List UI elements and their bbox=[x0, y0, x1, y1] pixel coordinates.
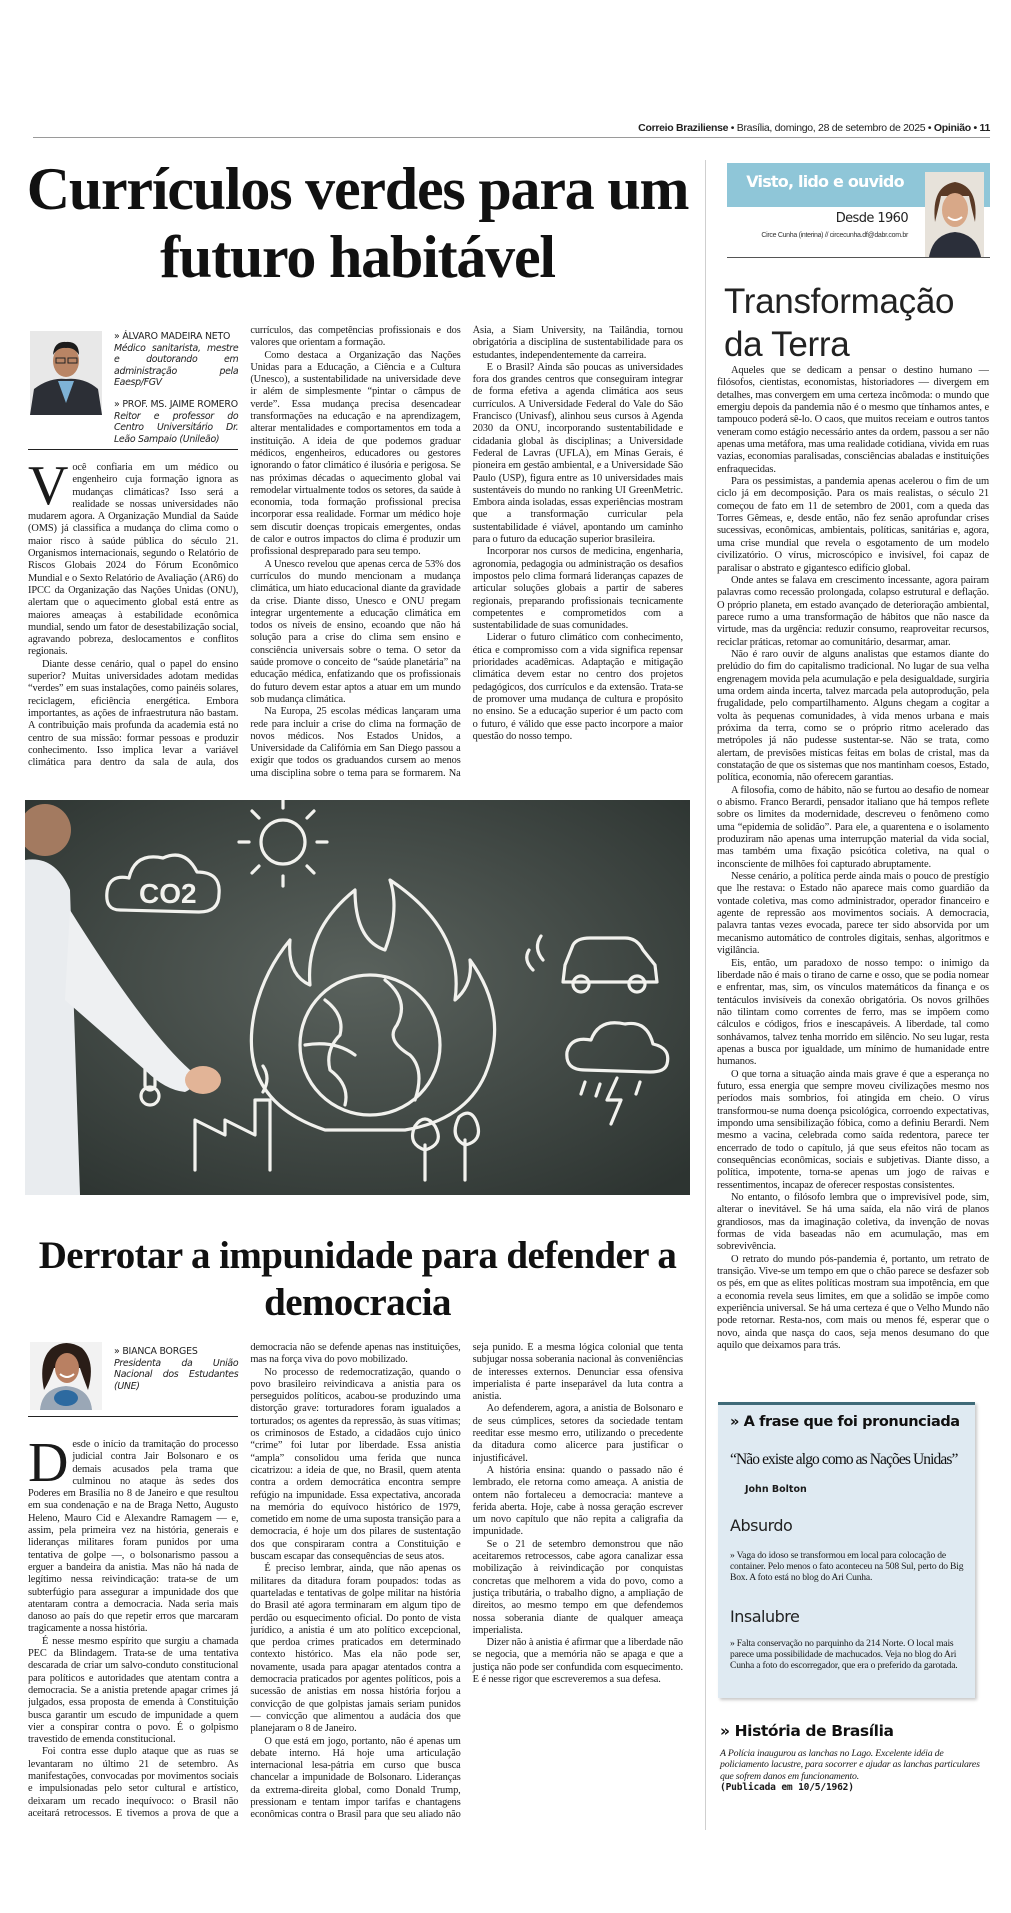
paragraph: Dizer não à anistia é afirmar que a liberdade não se negocia, que a memória não se apaga e que a justiça não pode ser confundida com esquecimento. E é nesse rigor que escreveremos a sua defesa. bbox=[472, 1637, 683, 1686]
paragraph: Não é raro ouvir de alguns analistas que estamos diante do prelúdio do fim do capitalismo tradicional. No lugar de sua velha engrenagem movida pela acumulação e pela desigualdade, surgiria uma ordem ainda incerta, talvez marcada pela autoprodução, pela frugalidade, pelo compartilhamento. Alguns chegam a cogitar a volta às pequenas comunidades, à vida menos urbana e mais próxima da terra, como se o próprio ritmo acelerado das metrópoles já não pudesse sustentar-se. Não se trata, como alertam, de previsões místicas feitas em bolas de cristal, mas da constatação de que os sistemas que nos mantinham coesos, Estado, política, economia, não oferecem garantias. bbox=[717, 648, 989, 784]
paragraph: O que está em jogo, portanto, não é apenas um debate interno. Há hoje uma articulação internacional lesa-pátria em curso que busca chancelar a impunidade de Bolsonaro. Lideranças da extrema-direita global, como Donald Trump, pressionam e tentam impor tarifas e chantagens econômicas contra o Brasil para que seu aliado não seja punido. É a mesma lógica colonial que tenta subjugar nossa soberania nacional às conveniências de interesses externos. Denunciar essa ofensiva imperialista é parte inseparável da luta contra a anistia. bbox=[250, 1342, 683, 1821]
paragraph: Onde antes se falava em crescimento incessante, agora pairam palavras como recessão prolongada, colapso estrutural e deflação. O próprio planeta, em estado avançado de deterioração ambiental, parece rumo a uma transformação de hábitos que não nasce da virtude, mas da urgência: reduzir consumo, reaproveitar recursos, reciclar práticas, retomar ao comunitário, desarmar, amar. bbox=[717, 574, 989, 648]
paragraph: A Unesco revelou que apenas cerca de 53% dos currículos do mundo mencionam a mudança climática, um hiato educacional diante da gravidade da crise. Diante disso, Unesco e ONU pregam integrar urgentemente a educação climática em todos os níveis de ensino, ecoando que não há solução para a crise do clima sem ensino e consciência universais sobre o tema. O setor da saúde promove o conceito de “saúde planetária” na educação médica, enfatizando que os profissionais do futuro devem estar aptos a atuar em um mundo sob mudança climática. bbox=[250, 558, 461, 705]
author-photo bbox=[30, 331, 102, 415]
paragraph: Nesse cenário, a política perde ainda mais o pouco de prestígio que lhe restava: o Estado não aparece mais como guardião da vontade coletiva, mas como administrador, operador financeiro e agente de repressão aos movimentos sociais. A democracia, palavra tantas vezes evocada, parece ter sido absorvida por um mecanismo automático de controles digitais, senhas, algoritmos e vigilância. bbox=[717, 871, 989, 957]
author-role: Reitor e professor do Centro Universitário Dr. Leão Sampaio (Unileão) bbox=[114, 410, 239, 445]
co2-label: CO2 bbox=[139, 878, 197, 909]
paragraph: Para os pessimistas, a pandemia apenas acelerou o fim de um ciclo já em decomposição. Para os mais realistas, o século 21 começou de fato em 11 de setembro de 2001, com a queda das Torres Gêmeas, e, desde então, não fez senão aprofundar crises sucessivas, econômicas, ambientais, políticas, sanitárias e, agora, uma crise mundial que revela o esgotamento de um modelo civilizatório. O vírus, microscópico e invisível, foi capaz de paralisar o abstrato e gigantesco edifício global. bbox=[717, 476, 989, 574]
history-published-date: (Publicada em 10/5/1962) bbox=[720, 1782, 854, 1794]
paragraph: Desde o início da tramitação do processo judicial contra Jair Bolsonaro e os demais acusados pela trama que culminou no ataque às sedes dos Poderes em Brasília no 8 de Janeiro e que resultou em sua condenação e na de Braga Netto, Augusto Heleno, Mauro Cid e Alexandre Ramagem — e, assim, pela primeira vez na história, generais e lideranças militares foram punidos por uma tentativa de golpe —, o bolsonarismo passou a erguer a bandeira da anistia. Mas não há nada de legítimo nessa reivindicação: trata-se de um subterfúgio para assegurar a impunidade dos que atentaram contra a democracia. Nada seria mais danoso ao país do que repetir erros que marcaram tragicamente a nossa história. bbox=[28, 1432, 239, 1635]
paragraph: Aqueles que se dedicam a pensar o destino humano — filósofos, cientistas, economistas, historiadores — divergem em detalhes, mas convergem em uma certeza incômoda: o mundo que emergiu depois da pandemia não é o mesmo que tínhamos antes, e tampouco poderá sê-lo. O caos, que muitos receiam e outros tantos veneram como estágio necessário antes da ordem, passou a ser não apenas uma metáfora, mas uma realidade cotidiana, vivida em ruas vazias, economias paralisadas, consciências abaladas e instituições enfraquecidas. bbox=[717, 365, 989, 475]
column-body bbox=[717, 365, 989, 1377]
column-title: Transformação da Terra bbox=[724, 282, 955, 364]
edition-date: • Brasília, domingo, 28 de setembro de 2025 • bbox=[728, 122, 934, 134]
section-name: Opinião bbox=[933, 122, 971, 134]
paragraph: O que torna a situação ainda mais grave é que a esperança no futuro, essa energia que sempre moveu civilizações mesmo nos períodos mais sombrios, foi atingida em cheio. O vírus transformou-se numa doença psicológica, corroendo expectativas, impondo uma sensibilização fóbica, como a definiu Berardi. Nem mesmo a vacina, celebrada como saída redentora, parece ter encerrado de todo o capítulo, já que seus efeitos não tocam as consequências econômicas, sociais e subjetivas. Diante disso, a política, impotente, torna-se apenas um jogo de raivas e ressentimentos, incapaz de oferecer respostas consistentes. bbox=[717, 1068, 989, 1191]
note-text: » Falta conservação no parquinho da 214 Norte. O local mais parece uma possibilidade de machucados. Veja no blog do Ari Cunha a foto do escorregador, que era o preferido da garotada. bbox=[730, 1638, 958, 1672]
column-rule bbox=[727, 257, 990, 258]
column-since: Desde 1960 bbox=[835, 211, 908, 226]
column-divider bbox=[705, 160, 706, 1830]
newspaper-name: Correio Braziliense bbox=[638, 122, 729, 134]
paragraph: Se o 21 de setembro demonstrou que não aceitaremos retrocessos, cabe agora canalizar essa mobilização à reivindicação por conquistas concretas que melhorem a vida do povo, como a justiça tributária, o trabalho digno, a ampliação de direitos, ao mesmo tempo em que defendemos nossa soberania diante de qualquer ameaça imperialista. bbox=[472, 1538, 683, 1636]
paragraph: A história ensina: quando o passado não é lembrado, ele retorna como ameaça. A anistia de ontem não fortaleceu a democracia: manteve a ferida aberta. Hoje, cabe à nossa geração escrever um novo capítulo que não repita a caligrafia da impunidade. bbox=[472, 1464, 683, 1538]
page-header bbox=[33, 122, 990, 134]
paragraph: E o Brasil? Ainda são poucas as universidades fora dos grandes centros que conseguiram integrar de forma efetiva a agenda climática aos seus currículos. A Universidade Federal do Vale do São Francisco (Univasf), alinhou seus cursos à Agenda 2030 da ONU, incorporando sustentabilidade e cidadania global às disciplinas; a Universidade Federal de Lavras (UFLA), em Minas Gerais, é pioneira em gestão ambiental, e a Universidade São Paulo (USP), figura entre as 10 universidades mais sustentáveis do mundo no ranking UI GreenMetric. Embora ainda isoladas, essas experiências mostram que a transformação curricular pela sustentabilidade é viável, apontando um caminho para o futuro da educação superior brasileira. bbox=[472, 361, 683, 546]
article-title: Derrotar a impunidade para defender a democracia bbox=[38, 1234, 677, 1324]
paragraph: Foi contra esse duplo ataque que as ruas se levantaram no último 21 de setembro. As manifestações, convocadas por movimentos sociais e impulsionadas pelo setor cultural e artístico, deixaram um recado inequívoco: o Brasil não aceitará retrocessos. E tivemos a prova de que a democracia não se defende apenas nas instituições, mas na força viva do povo mobilizado. bbox=[28, 1342, 461, 1819]
article-title: Currículos verdes para um futuro habitável bbox=[26, 156, 689, 290]
author-name: » BIANCA BORGES bbox=[114, 1346, 198, 1357]
paragraph: No processo de redemocratização, quando o povo brasileiro reivindicava a anistia para os perseguidos políticos, acabou-se produzindo uma distorção grave: torturadores foram igualados a torturados; os agentes da repressão, às suas vítimas; os criminosos de Estado, a cidadãos cujo único “crime” foi lutar por liberdade. Essa anistia “ampla” consolidou uma ferida que nunca cicatrizou: a ideia de que, no Brasil, quem atenta contra a ordem democrática encontra sempre refúgio na impunidade. Essa expectativa, ancorada na memória do equívoco histórico de 1979, cometido em nome de uma suposta transição para a democracia, é hoje um dos pilares de sustentação dos que conspiraram contra a Constituição e buscam escapar das consequências de seus atos. bbox=[250, 1366, 461, 1563]
article-body bbox=[28, 1342, 683, 1832]
note-title: Insalubre bbox=[730, 1607, 800, 1626]
paragraph: É nesse mesmo espírito que surgiu a chamada PEC da Blindagem. Trata-se de uma tentativa descarada de criar um salvo-conduto constitucional para políticos e autoridades que atentam contra a democracia. Se a anistia pretende apagar crimes já julgados, essa proposta de emenda à Constituição busca garantir um escudo de impunidade a quem vier a conspirar contra o povo. É o golpismo travestido de emenda constitucional. bbox=[28, 1635, 239, 1746]
note-title: Absurdo bbox=[730, 1516, 793, 1535]
history-text bbox=[720, 1748, 985, 1794]
author-byline bbox=[28, 1342, 238, 1417]
paragraph: Diante desse cenário, qual o papel do ensino superior? Muitas universidades adotam medidas “verdes” em suas instalações, como painéis solares, reciclagem, eficiência energética. Embora importantes, as ações de infraestrutura não bastam. A contribuição mais profunda da academia está no centro de sua missão: formar pessoas e produzir conhecimento. Isso implica levar a variável climática para dentro da sala de aula, dos currículos, das competências profissionais e dos valores que orientam a formação. bbox=[28, 325, 461, 769]
author-role: Presidenta da União Nacional dos Estudantes (UNE) bbox=[114, 1357, 239, 1392]
note-text: » Vaga do idoso se transformou em local para colocação de container. Pelo menos o fato aconteceu na 508 Sul, perto do Big Box. A foto está no blog do Ari Cunha. bbox=[730, 1550, 964, 1584]
paragraph: Incorporar nos cursos de medicina, engenharia, agronomia, pedagogia ou administração os desafios impostos pelo clima formará lideranças capazes de articular soluções globais a partir de saberes regionais, preparando profissionais tecnicamente competentes e comprometidos com a sustentabilidade de suas comunidades. bbox=[472, 546, 683, 632]
quote-author: John Bolton bbox=[745, 1484, 807, 1495]
chalkboard-climate-illustration bbox=[25, 800, 690, 1195]
author-role: Médico sanitarista, mestre e doutorando em administração pela Eaesp/FGV bbox=[114, 342, 239, 389]
article-body bbox=[28, 325, 683, 787]
paragraph: Como destaca a Organização das Nações Unidas para a Educação, a Ciência e a Cultura (Unesco), a sustentabilidade na universidade deve ir além de simplesmente “pintar o câmpus de verde”. Essa mudança precisa desencadear transformações na educação e na aprendizagem, alterar mentalidades e comportamentos em toda a instituição. A ideia de que podemos graduar médicos, engenheiros, educadores ou gestores ignorando o fator climático é ilusória e perigosa. Se nas próximas décadas o aquecimento global vai remodelar virtualmente todos os setores, da saúde à economia, toda formação profissional precisa incorporar essa realidade. Formar um médico hoje sem discutir doenças tropicais emergentes, ondas de calor e outros impactos do clima é produzir um profissional despreparado para seu tempo. bbox=[250, 349, 461, 558]
history-body: A Polícia inaugurou as lanchas no Lago. Excelente idéia de policiamento lacustre, para socorrer e ajudar as lanchas particulares que sofrem danos em funcionamento. bbox=[720, 1748, 980, 1782]
author-name: » PROF. MS. JAIME ROMERO bbox=[114, 398, 238, 410]
paragraph: No entanto, o filósofo lembra que o imprevisível pode, sim, alterar o inevitável. Se há uma saída, ela não virá de planos grandiosos, mas da imaginação coletiva, da invenção de novas formas de vida baseadas não em acumulação, mas em sobrevivência. bbox=[717, 1192, 989, 1253]
paragraph: A filosofia, como de hábito, não se furtou ao desafio de nomear o abismo. Franco Berardi, pensador italiano que há tempos reflete sobre os limites da modernidade, descreveu o fenômeno como uma “epidemia de solidão”. Para ele, a quarentena e o isolamento produziram não apenas uma interrupção material da vida social, mas também uma fixação psicótica coletiva, na qual o inconsciente de milhões foi capturado abruptamente. bbox=[717, 784, 989, 870]
column-name: Visto, lido e ouvido bbox=[746, 172, 904, 191]
author-byline bbox=[28, 325, 238, 450]
quote-text: “Não existe algo como as Nações Unidas” bbox=[730, 1451, 958, 1468]
columnist-credit: Circe Cunha (interina) // circecunha.df@dabr.com.br bbox=[761, 232, 908, 239]
author-name: » ÁLVARO MADEIRA NETO bbox=[114, 331, 231, 342]
paragraph: Na Europa, 25 escolas médicas lançaram uma rede para incluir a crise do clima na formação de novos médicos. Nos Estados Unidos, a Universidade da Califórnia em San Diego passou a exigir que todos os graduandos cursem ao menos uma disciplina sobre o tema para se formarem. Na Ásia, a Siam University, na Tailândia, tornou obrigatória a disciplina de sustentabilidade para os estudantes, independentemente da carreira. bbox=[250, 325, 683, 779]
columnist-photo bbox=[925, 172, 984, 257]
paragraph: Eis, então, um paradoxo de nosso tempo: o inimigo da liberdade não é mais o tirano de carne e osso, que se podia nomear e enfrentar, mas, sim, os vínculos matemáticos da finança e os tentáculos invisíveis da conexão obrigatória. Os novos grilhões não tilintam como correntes de ferro, mas se impõem como cálculos e códigos, frios e inescapáveis. A liberdade, tal como sonhávamos, talvez tenha morrido em silêncio. No seu lugar, resta apenas a busca por igualdade, um mínimo de humanidade entre humanos. bbox=[717, 957, 989, 1068]
quote-box-heading: » A frase que foi pronunciada bbox=[730, 1414, 960, 1430]
header-rule bbox=[33, 137, 990, 138]
paragraph: Você confiaria em um médico ou engenheiro cuja formação ignora as mudanças climáticas? Isso será a realidade se nossas universidades não mudarem agora. A Organização Mundial da Saúde (OMS) já classifica a mudança do clima como o maior risco à saúde pública do século 21. Organismos internacionais, segundo o Relatório de Riscos Globais 2024 do Fórum Econômico Mundial e o Sexto Relatório de Avaliação (AR6) do IPCC da Organização das Nações Unidas (ONU), alertam que o aquecimento global está entre as maiores ameaças à estabilidade econômica mundial, sendo um fator de desestabilização social, agravando pobreza, deslocamentos e conflitos regionais. bbox=[28, 455, 239, 658]
paragraph: O retrato do mundo pós-pandemia é, portanto, um retrato de transição. Vive-se um tempo em que o chão parece se desfazer sob os pés, em que as elites políticas mostram sua impotência, em que a economia revela seus limites, em que a solidão se impõe como experiência universal. Se há uma certeza é que o Velho Mundo não pode retornar. Resta-nos, com mais ou menos fé, esperar que o novo, ainda que nasça do caos, seja menos desumano do que aquilo que deixamos para trás. bbox=[717, 1253, 989, 1352]
paragraph: Ao defenderem, agora, a anistia de Bolsonaro e de seus cúmplices, setores da sociedade tentam reeditar esse mesmo erro, utilizando o precedente da ditadura como alicerce para justificar o injustificável. bbox=[472, 1403, 683, 1464]
author-photo bbox=[30, 1342, 102, 1410]
paragraph: Liderar o futuro climático com conhecimento, ética e compromisso com a vida significa repensar prioridades acadêmicas. Adaptação e mitigação climática devem estar no centro dos projetos pedagógicos, dos currículos e da extensão. Trata-se de promover uma mudança de cultura e propósito no ensino. Se a educação superior é um pacto com o futuro, é válido que esse pacto incorpore a maior questão do nosso tempo. bbox=[472, 632, 683, 742]
page-number: • 11 bbox=[970, 122, 990, 134]
history-heading: » História de Brasília bbox=[720, 1722, 894, 1740]
paragraph: É preciso lembrar, ainda, que não apenas os militares da ditadura foram poupados: todas as quarteladas e tentativas de golpe militar na história do Brasil até agora terminaram em algum tipo de perdão ou esquecimento oficial. Do ponto de vista jurídico, a anistia é um ato político excepcional, que perdoa crimes praticados em determinado contexto histórico. Mas ela não pode ser, novamente, usada para apagar atentados contra a democracia praticados por agentes políticos, pois a sucessão de anistias em nossa história forjou a convicção de que golpistas jamais seriam punidos — convicção que alimentou a audácia dos que planejaram o 8 de Janeiro. bbox=[250, 1563, 461, 1735]
